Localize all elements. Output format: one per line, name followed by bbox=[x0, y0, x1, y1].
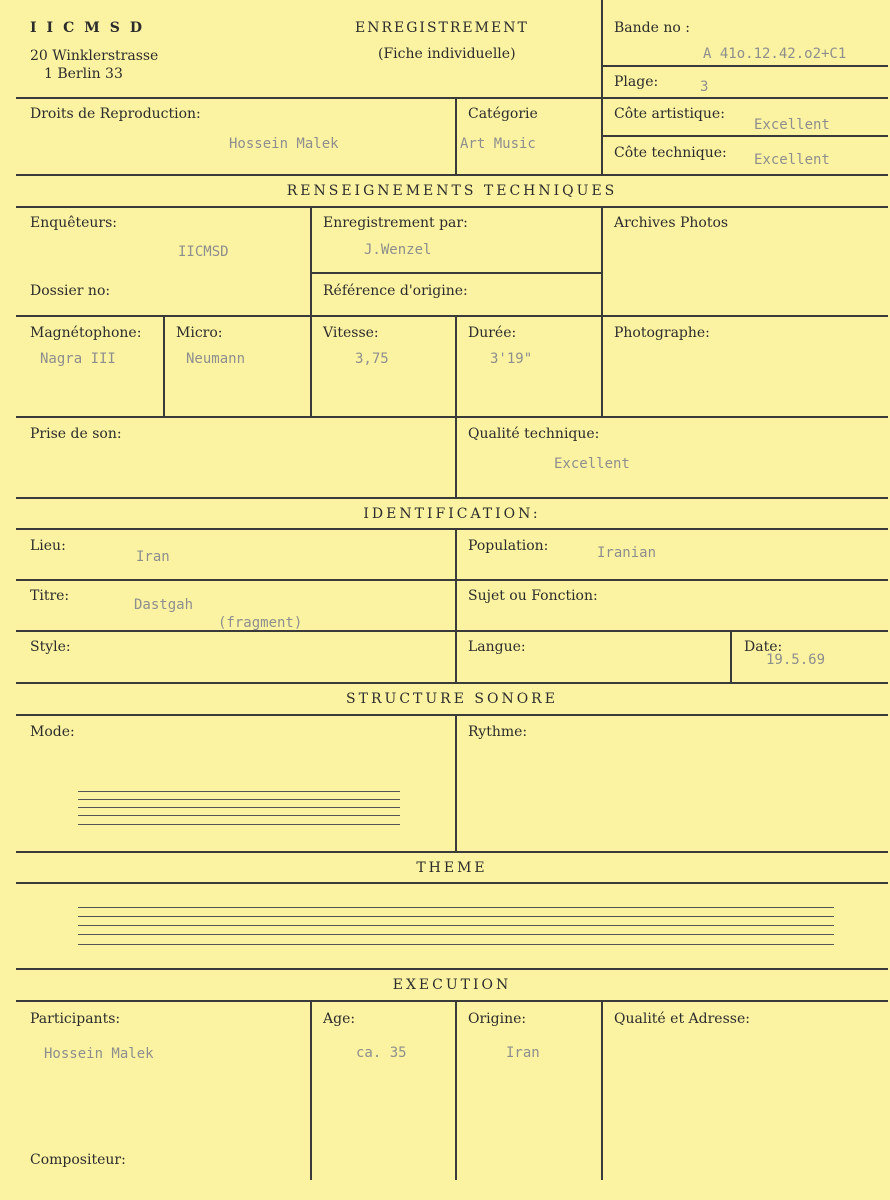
dossier-label: Dossier no: bbox=[30, 283, 111, 299]
qualite-technique-label: Qualité technique: bbox=[468, 426, 600, 442]
rule bbox=[601, 206, 603, 416]
section-structure: STRUCTURE SONORE bbox=[346, 691, 558, 707]
micro-label: Micro: bbox=[176, 325, 223, 341]
mode-label: Mode: bbox=[30, 724, 75, 740]
participants-label: Participants: bbox=[30, 1011, 121, 1027]
rule bbox=[16, 579, 888, 581]
population-value: Iranian bbox=[597, 545, 657, 561]
cote-artistique-value: Excellent bbox=[754, 117, 830, 133]
date-value: 19.5.69 bbox=[766, 652, 826, 668]
enreg-par-value: J.Wenzel bbox=[364, 242, 432, 258]
rule bbox=[16, 206, 888, 208]
droits-label: Droits de Reproduction: bbox=[30, 106, 201, 122]
date-label: Date: bbox=[744, 639, 783, 655]
rule bbox=[601, 135, 888, 137]
duree-label: Durée: bbox=[468, 325, 517, 341]
rule bbox=[163, 315, 165, 416]
rule bbox=[16, 315, 888, 317]
section-execution: EXECUTION bbox=[392, 977, 512, 993]
rule bbox=[16, 968, 888, 970]
rule bbox=[601, 97, 603, 174]
titre-label: Titre: bbox=[30, 588, 70, 604]
section-identification: IDENTIFICATION: bbox=[363, 506, 541, 522]
enqueteurs-label: Enquêteurs: bbox=[30, 215, 118, 231]
categorie-value: Art Music bbox=[460, 136, 536, 152]
micro-value: Neumann bbox=[186, 351, 246, 367]
rule bbox=[16, 882, 888, 884]
address-line-2: 1 Berlin 33 bbox=[44, 66, 123, 82]
rule bbox=[16, 174, 888, 176]
rule bbox=[16, 1000, 888, 1002]
participants-value: Hossein Malek bbox=[44, 1046, 154, 1062]
rule bbox=[16, 416, 888, 418]
archives-label: Archives Photos bbox=[614, 215, 729, 231]
rule bbox=[16, 497, 888, 499]
rule bbox=[730, 630, 732, 682]
rule bbox=[310, 206, 312, 416]
titre-value-2: (fragment) bbox=[218, 615, 303, 631]
rule bbox=[16, 682, 888, 684]
rule bbox=[601, 0, 603, 97]
rythme-label: Rythme: bbox=[468, 724, 528, 740]
rule bbox=[455, 714, 457, 851]
rule bbox=[455, 528, 457, 682]
origine-value: Iran bbox=[506, 1045, 540, 1061]
rule bbox=[310, 1000, 312, 1180]
population-label: Population: bbox=[468, 538, 549, 554]
reference-label: Référence d'origine: bbox=[323, 283, 468, 299]
plage-value: 3 bbox=[700, 79, 709, 95]
rule bbox=[310, 272, 601, 274]
rule bbox=[16, 528, 888, 530]
rule bbox=[16, 851, 888, 853]
bande-label: Bande no : bbox=[614, 20, 690, 36]
rule bbox=[601, 1000, 603, 1180]
cote-artistique-label: Côte artistique: bbox=[614, 106, 725, 122]
rule bbox=[16, 714, 888, 716]
enreg-par-label: Enregistrement par: bbox=[323, 215, 468, 231]
form-subtitle: (Fiche individuelle) bbox=[378, 46, 516, 62]
cote-technique-label: Côte technique: bbox=[614, 145, 727, 161]
section-renseignements: RENSEIGNEMENTS TECHNIQUES bbox=[286, 183, 618, 199]
address-line-1: 20 Winklerstrasse bbox=[30, 48, 159, 64]
lieu-value: Iran bbox=[136, 549, 170, 565]
rule bbox=[16, 630, 888, 632]
form-title: ENREGISTREMENT bbox=[355, 20, 529, 36]
qualite-technique-value: Excellent bbox=[554, 456, 630, 472]
magneto-value: Nagra III bbox=[40, 351, 116, 367]
droits-value: Hossein Malek bbox=[229, 136, 339, 152]
sujet-label: Sujet ou Fonction: bbox=[468, 588, 598, 604]
rule bbox=[455, 315, 457, 497]
prise-label: Prise de son: bbox=[30, 426, 122, 442]
age-value: ca. 35 bbox=[356, 1045, 407, 1061]
rule bbox=[455, 97, 457, 174]
cote-technique-value: Excellent bbox=[754, 152, 830, 168]
institute-logo: IICMSD bbox=[30, 20, 152, 36]
duree-value: 3'19" bbox=[490, 351, 533, 367]
magneto-label: Magnétophone: bbox=[30, 325, 142, 341]
enqueteurs-value: IICMSD bbox=[178, 244, 229, 260]
compositeur-label: Compositeur: bbox=[30, 1152, 126, 1168]
titre-value: Dastgah bbox=[134, 597, 194, 613]
lieu-label: Lieu: bbox=[30, 538, 66, 554]
plage-label: Plage: bbox=[614, 74, 659, 90]
section-theme: THEME bbox=[416, 860, 488, 876]
rule bbox=[601, 65, 888, 67]
qualite-adresse-label: Qualité et Adresse: bbox=[614, 1011, 750, 1027]
vitesse-value: 3,75 bbox=[355, 351, 389, 367]
langue-label: Langue: bbox=[468, 639, 526, 655]
categorie-label: Catégorie bbox=[468, 106, 538, 122]
origine-label: Origine: bbox=[468, 1011, 527, 1027]
bande-value: A 41o.12.42.o2+C1 bbox=[703, 46, 847, 62]
style-label: Style: bbox=[30, 639, 71, 655]
rule bbox=[455, 1000, 457, 1180]
age-label: Age: bbox=[323, 1011, 356, 1027]
photographe-label: Photographe: bbox=[614, 325, 710, 341]
rule bbox=[16, 97, 888, 99]
vitesse-label: Vitesse: bbox=[323, 325, 379, 341]
